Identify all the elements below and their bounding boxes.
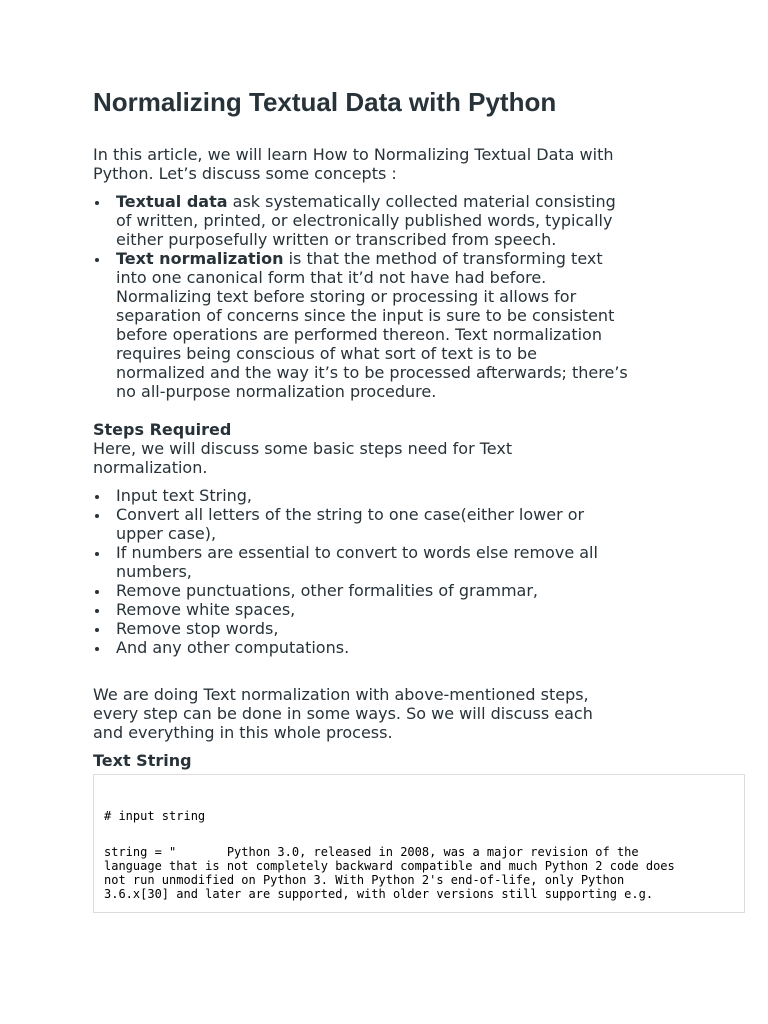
step-text: Convert all letters of the string to one case(either lower or xyxy=(116,505,585,524)
step-text: If numbers are essential to convert to words else remove all xyxy=(116,543,598,562)
step-text: Remove stop words, xyxy=(116,619,279,638)
process-paragraph xyxy=(93,685,693,742)
intro-paragraph xyxy=(93,145,693,183)
concept-line: normalized and the way it’s to be processed afterwards; there’s xyxy=(116,363,628,382)
process-line: We are doing Text normalization with above-mentioned steps, xyxy=(93,685,589,704)
concept-line: Normalizing text before storing or processing it allows for xyxy=(116,287,577,306)
code-line: not run unmodified on Python 3. With Python 2's end-of-life, only Python xyxy=(104,873,625,887)
concepts-list xyxy=(93,192,693,401)
list-item-textual-data xyxy=(116,192,693,249)
code-block xyxy=(93,774,745,913)
concept-line: of written, printed, or electronically published words, typically xyxy=(116,211,613,230)
list-item xyxy=(116,505,693,543)
intro-line: Python. Let’s discuss some concepts : xyxy=(93,164,397,183)
concept-line: is that the method of transforming text xyxy=(283,249,603,268)
step-text: Remove white spaces, xyxy=(116,600,296,619)
list-item xyxy=(116,543,693,581)
steps-intro-line: Here, we will discuss some basic steps need for Text xyxy=(93,439,513,458)
step-text: numbers, xyxy=(116,562,192,581)
steps-intro-line: normalization. xyxy=(93,458,208,477)
code-line: 3.6.x[30] and later are supported, with older versions still supporting e.g. xyxy=(104,887,654,901)
text-string-heading: Text String xyxy=(93,751,192,770)
term-textual-data: Textual data xyxy=(116,192,228,211)
code-comment: # input string xyxy=(104,809,206,823)
list-item-text-normalization xyxy=(116,249,693,401)
concept-line: ask systematically collected material consisting xyxy=(227,192,616,211)
concept-line: requires being conscious of what sort of text is to be xyxy=(116,344,537,363)
code-line: string = " Python 3.0, released in 2008, was a major revision of the xyxy=(104,845,639,859)
term-text-normalization: Text normalization xyxy=(116,249,284,268)
concept-line: into one canonical form that it’d not have had before. xyxy=(116,268,547,287)
concept-line: no all-purpose normalization procedure. xyxy=(116,382,437,401)
concept-line: separation of concerns since the input is sure to be consistent xyxy=(116,306,615,325)
intro-line: In this article, we will learn How to Normalizing Textual Data with xyxy=(93,145,614,164)
list-item xyxy=(116,581,693,600)
list-item xyxy=(116,600,693,619)
page-title: Normalizing Textual Data with Python xyxy=(93,87,557,117)
steps-list xyxy=(93,486,693,657)
list-item xyxy=(116,619,693,638)
steps-heading: Steps Required xyxy=(93,420,232,439)
step-text: Input text String, xyxy=(116,486,253,505)
step-text: And any other computations. xyxy=(116,638,350,657)
steps-intro xyxy=(93,439,693,477)
list-item xyxy=(116,486,693,505)
step-text: Remove punctuations, other formalities of grammar, xyxy=(116,581,539,600)
process-line: every step can be done in some ways. So we will discuss each xyxy=(93,704,593,723)
list-item xyxy=(116,638,693,657)
concept-line: either purposefully written or transcribed from speech. xyxy=(116,230,557,249)
code-line: language that is not completely backward compatible and much Python 2 code does xyxy=(104,859,675,873)
concept-line: before operations are performed thereon. Text normalization xyxy=(116,325,602,344)
step-text: upper case), xyxy=(116,524,217,543)
process-line: and everything in this whole process. xyxy=(93,723,393,742)
article-body xyxy=(93,86,693,770)
